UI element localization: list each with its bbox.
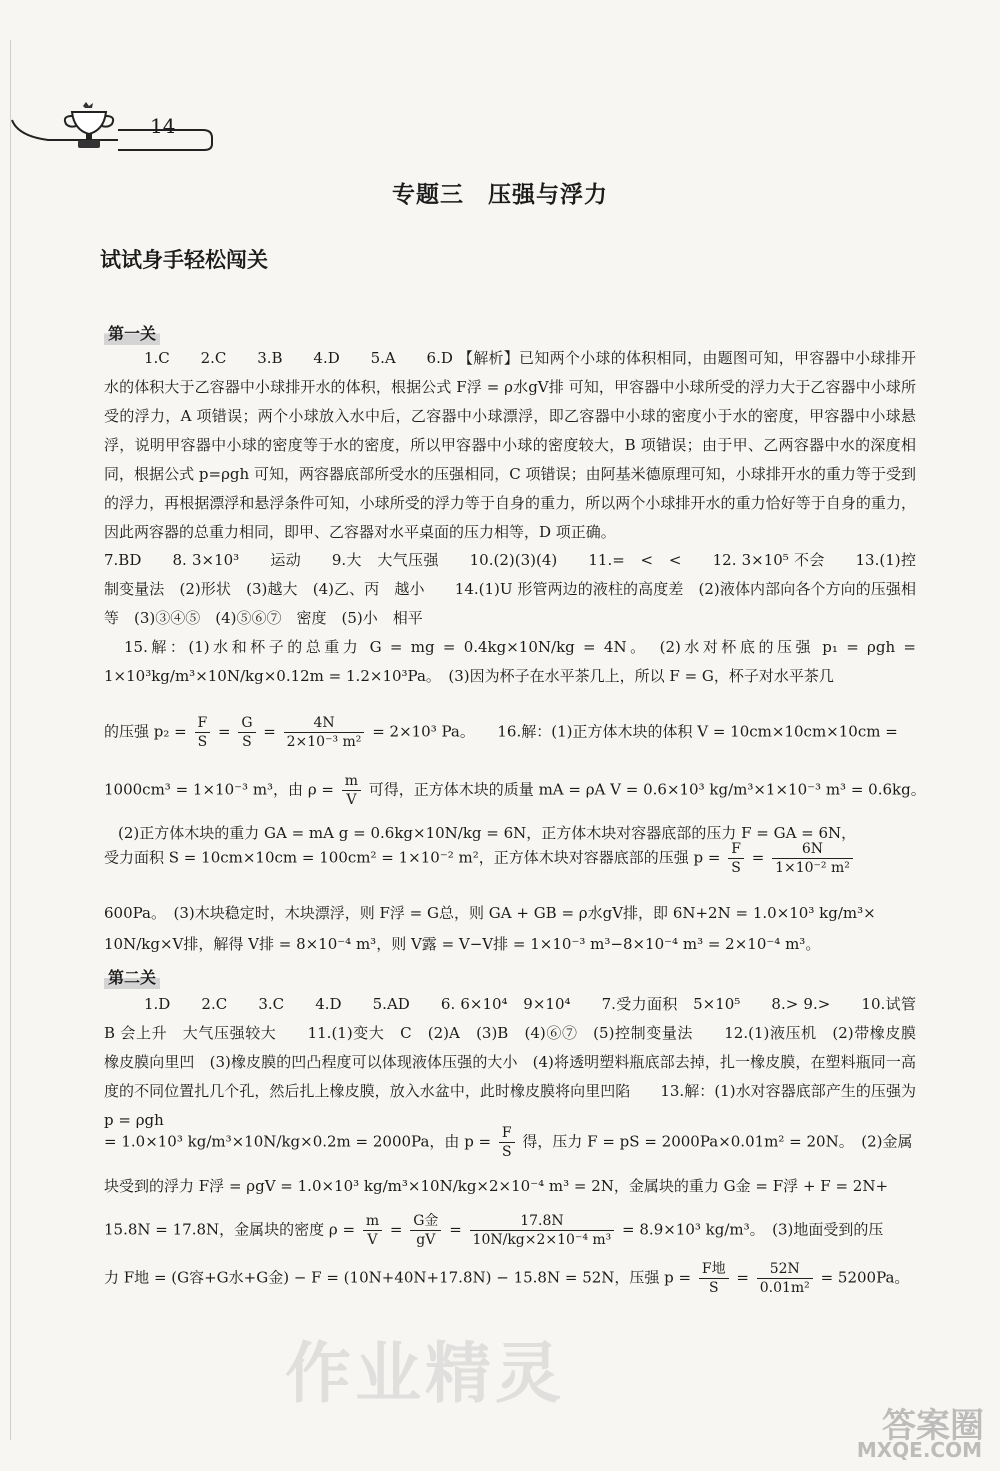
text-span: 得，压力 F = pS = 2000Pa×0.01m² = 20N。 (2)金属	[517, 1132, 913, 1151]
formula-line: 受力面积 S = 10cm×10cm = 100cm² = 1×10⁻² m²，正方体木块对容器底部的压强 p = $\frac{F}{S}$ = $\frac{6N}{\text{1×10⁻² m²}}$	[104, 840, 856, 877]
text-span: 可得，正方体木块的质量 mA = ρA V = 0.6×10³ kg/m³×1×10⁻³ m³ = 0.6kg。	[364, 780, 926, 799]
text-span: 15.8N = 17.8N，金属块的密度 ρ =	[104, 1220, 360, 1239]
page-title: 专题三 压强与浮力	[392, 182, 608, 208]
formula-line	[104, 772, 926, 809]
page-number: 14	[150, 114, 176, 138]
trophy-header-decoration	[8, 100, 218, 152]
fraction: $\frac{52N}{\text{0.01m²}}$	[757, 1260, 813, 1297]
answer-line: 600Pa。 (3)木块稳定时，木块漂浮，则 F浮 = G总，则 GA + GB = ρ水gV排，即 6N+2N = 1.0×10³ kg/m³×	[104, 904, 876, 922]
watermark-url: MXQE.COM	[856, 1438, 982, 1462]
page-header	[8, 100, 218, 152]
answer-paragraph: 15.解：(1)水和杯子的总重力 G = mg = 0.4kg×10N/kg = 4N。 (2)水对杯底的压强 p₁ = ρgh = 1×10³kg/m³×10N/kg×0.12m = 1.2×10³Pa。 (3)因为杯子在水平茶几上，所以 F = G，杯子对水平茶几	[104, 638, 916, 685]
text-span: = 8.9×10³ kg/m³。 (3)地面受到的压	[617, 1220, 884, 1239]
fraction: $\frac{F}{S}$	[499, 1124, 515, 1161]
fraction: $\frac{\text{F地}}{S}$	[699, 1260, 729, 1297]
fraction: $\frac{G}{S}$	[238, 714, 255, 751]
section-heading: 试试身手轻松闯关	[100, 248, 268, 272]
section-label-1: 第一关	[104, 320, 160, 345]
text-span: = 1.0×10³ kg/m³×10N/kg×0.2m = 2000Pa，由 p =	[104, 1132, 496, 1151]
fraction: $\frac{m}{V}$	[363, 1212, 382, 1249]
answer-paragraph: 1.C 2.C 3.B 4.D 5.A 6.D 【解析】已知两个小球的体积相同，由题图可知，甲容器中小球排开水的体积大于乙容器中小球排开水的体积，根据公式 F浮 = ρ水gV排 可知，甲容器中小球所受的浮力大于乙容器中小球所受的浮力，A 项错误；两个小球放入水中后，乙容器中小球漂浮，即乙容器中小球的密度小于水的密度，甲容器中小球悬浮，说明甲容器中小球的密度等于水的密度，所以甲容器中小球的密度较大，B 项错误；由于甲、乙两容器中水的深度相同，根据公式 p=ρgh 可知，两容器底部所受水的压强相同，C 项错误；由阿基米德原理可知，小球排开水的重力等于受到的浮力，再根据漂浮和悬浮条件可知，小球所受的浮力等于自身的重力，所以两个小球排开水的重力恰好等于自身的重力，因此两容器的总重力相同，即甲、乙容器对水平桌面的压力相等，D 项正确。	[104, 349, 916, 541]
formula-line: 力 F地 = (G容+G水+G金) − F = (10N+40N+17.8N) − 15.8N = 52N，压强 p = $\frac{\text{F地}}{S}$ = $\frac{52N}{\text{0.01m²}}$ = 5200Pa。	[104, 1261, 910, 1296]
answer-line: 块受到的浮力 F浮 = ρgV = 1.0×10³ kg/m³×10N/kg×2×10⁻⁴ m³ = 2N，金属块的重力 G金 = F浮 + F = 2N+	[104, 1177, 889, 1195]
fraction: $\frac{\text{G金}}{gV}$	[410, 1212, 441, 1249]
answer-line: 10N/kg×V排，解得 V排 = 8×10⁻⁴ m³，则 V露 = V−V排 = 1×10⁻³ m³−8×10⁻⁴ m³ = 2×10⁻⁴ m³。	[104, 935, 821, 953]
formula-line: 的压强 p₂ = $\frac{F}{S}$ = $\frac{G}{S}$ = $\frac{4N}{\text{2×10⁻³ m²}}$ = 2×10³ Pa。 16.解：(1)正方体木块的体积 V = 10cm×10cm×10cm =	[104, 715, 898, 750]
text-span: 1000cm³ = 1×10⁻³ m³，由 ρ =	[104, 780, 339, 799]
answer-line: (2)正方体木块的重力 GA = mA g = 0.6kg×10N/kg = 6N，正方体木块对容器底部的压力 F = GA = 6N，	[118, 824, 857, 842]
text-span: 的压强 p₂ =	[104, 722, 192, 741]
text-span: = 5200Pa。	[815, 1268, 910, 1287]
section-label-2: 第二关	[104, 964, 160, 989]
fraction: $\frac{4N}{\text{2×10⁻³ m²}}$	[284, 714, 365, 751]
margin-line	[10, 40, 11, 1440]
fraction: $\frac{F}{S}$	[728, 840, 744, 877]
answer-paragraph: 7.BD 8. 3×10³ 运动 9.大 大气压强 10.(2)(3)(4) 11.= < < 12. 3×10⁵ 不会 13.(1)控制变量法 (2)形状 (3)越大 (4)乙、丙 越小 14.(1)U 形管两边的液柱的高度差 (2)液体内部向各个方向的压强相等 (3)③④⑤ (4)⑤⑥⑦ 密度 (5)小 相平	[104, 551, 916, 627]
trophy-icon	[65, 102, 113, 148]
text-span: = 2×10³ Pa。 16.解：(1)正方体木块的体积 V = 10cm×10cm×10cm =	[367, 722, 898, 741]
text-span: 受力面积 S = 10cm×10cm = 100cm² = 1×10⁻² m²，正方体木块对容器底部的压强 p =	[104, 848, 726, 867]
fraction: $\frac{m}{V}$	[342, 772, 361, 809]
text-span: 力 F地 = (G容+G水+G金) − F = (10N+40N+17.8N) − 15.8N = 52N，压强 p =	[104, 1268, 696, 1287]
formula-line: 15.8N = 17.8N，金属块的密度 ρ = $\frac{m}{V}$ = $\frac{\text{G金}}{gV}$ = $\frac{17.8N}{\text{10N/kg×2×10⁻⁴ m³}}$ = 8.9×10³ kg/m³。 (3)地面受到的压	[104, 1213, 884, 1248]
watermark-logo-text: 答案圈	[882, 1406, 984, 1446]
fraction: $\frac{17.8N}{\text{10N/kg×2×10⁻⁴ m³}}$	[470, 1212, 615, 1249]
corner-watermark	[812, 1396, 988, 1466]
fraction: $\frac{F}{S}$	[195, 714, 211, 751]
fraction: $\frac{6N}{\text{1×10⁻² m²}}$	[772, 840, 853, 877]
watermark-stamp: 作业精灵	[285, 1335, 565, 1412]
formula-line	[104, 1124, 912, 1161]
answer-paragraph: 1.D 2.C 3.C 4.D 5.AD 6. 6×10⁴ 9×10⁴ 7.受力面积 5×10⁵ 8.> 9.> 10.试管 B 会上升 大气压强较大 11.(1)变大 C (2)A (3)B (4)⑥⑦ (5)控制变量法 12.(1)液压机 (2)带橡皮膜 橡皮膜向里凹 (3)橡皮膜的凹凸程度可以体现液体压强的大小 (4)将透明塑料瓶底部去掉，扎一橡皮膜，在塑料瓶同一高度的不同位置扎几个孔，然后扎上橡皮膜，放入水盆中，此时橡皮膜将向里凹陷 13.解：(1)水对容器底部产生的压强为 p = ρgh	[104, 995, 932, 1129]
